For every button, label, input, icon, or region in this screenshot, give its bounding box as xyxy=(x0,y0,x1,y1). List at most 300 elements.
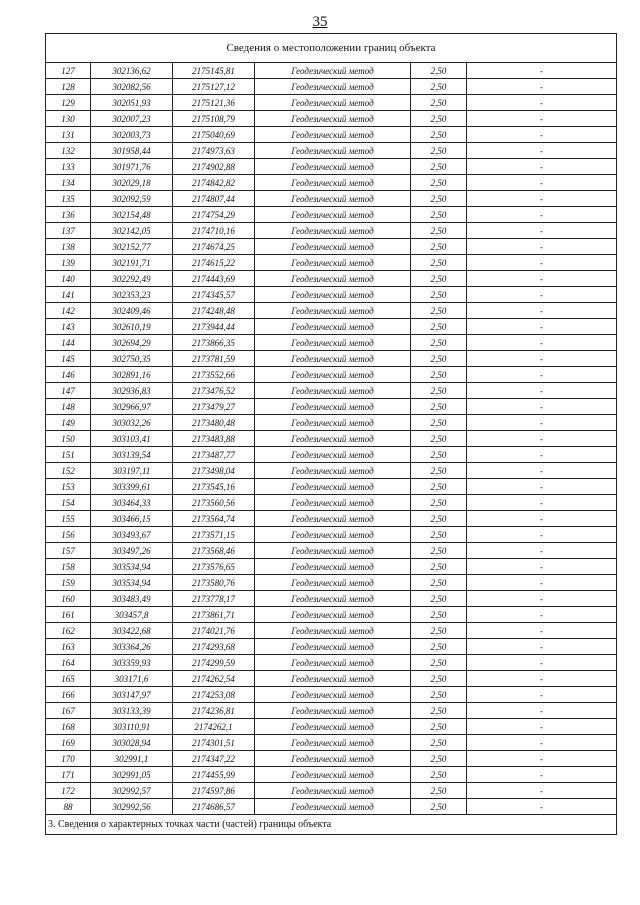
table-row xyxy=(46,751,617,767)
table-row xyxy=(46,575,617,591)
y-coordinate-cell: 2174455,99 xyxy=(173,767,255,783)
description-cell: - xyxy=(467,783,617,799)
x-coordinate-cell: 302142,05 xyxy=(91,223,173,239)
description-cell: - xyxy=(467,671,617,687)
description-cell: - xyxy=(467,575,617,591)
x-coordinate-cell: 302966,97 xyxy=(91,399,173,415)
y-coordinate-cell: 2175121,36 xyxy=(173,95,255,111)
y-coordinate-cell: 2174597,86 xyxy=(173,783,255,799)
accuracy-cell: 2,50 xyxy=(411,127,467,143)
accuracy-cell: 2,50 xyxy=(411,767,467,783)
method-cell: Геодезический метод xyxy=(255,95,411,111)
x-coordinate-cell: 302082,56 xyxy=(91,79,173,95)
y-coordinate-cell: 2173483,88 xyxy=(173,431,255,447)
accuracy-cell: 2,50 xyxy=(411,495,467,511)
y-coordinate-cell: 2174347,22 xyxy=(173,751,255,767)
method-cell: Геодезический метод xyxy=(255,639,411,655)
accuracy-cell: 2,50 xyxy=(411,623,467,639)
table-row xyxy=(46,735,617,751)
x-coordinate-cell: 302003,73 xyxy=(91,127,173,143)
table-row xyxy=(46,591,617,607)
accuracy-cell: 2,50 xyxy=(411,559,467,575)
point-number-cell: 138 xyxy=(46,239,91,255)
point-number-cell: 134 xyxy=(46,175,91,191)
accuracy-cell: 2,50 xyxy=(411,447,467,463)
table-row xyxy=(46,479,617,495)
y-coordinate-cell: 2173479,27 xyxy=(173,399,255,415)
x-coordinate-cell: 303110,91 xyxy=(91,719,173,735)
y-coordinate-cell: 2173568,46 xyxy=(173,543,255,559)
y-coordinate-cell: 2174674,25 xyxy=(173,239,255,255)
method-cell: Геодезический метод xyxy=(255,543,411,559)
method-cell: Геодезический метод xyxy=(255,271,411,287)
table-title-row xyxy=(46,34,617,63)
table-row xyxy=(46,719,617,735)
description-cell: - xyxy=(467,607,617,623)
x-coordinate-cell: 302136,62 xyxy=(91,63,173,79)
method-cell: Геодезический метод xyxy=(255,703,411,719)
accuracy-cell: 2,50 xyxy=(411,239,467,255)
description-cell: - xyxy=(467,159,617,175)
description-cell: - xyxy=(467,655,617,671)
description-cell: - xyxy=(467,495,617,511)
point-number-cell: 137 xyxy=(46,223,91,239)
accuracy-cell: 2,50 xyxy=(411,223,467,239)
accuracy-cell: 2,50 xyxy=(411,287,467,303)
table-row xyxy=(46,111,617,127)
table-row xyxy=(46,463,617,479)
x-coordinate-cell: 303457,8 xyxy=(91,607,173,623)
table-row xyxy=(46,607,617,623)
table-row xyxy=(46,495,617,511)
x-coordinate-cell: 303534,94 xyxy=(91,575,173,591)
point-number-cell: 142 xyxy=(46,303,91,319)
table-row xyxy=(46,175,617,191)
x-coordinate-cell: 303197,11 xyxy=(91,463,173,479)
table-row xyxy=(46,303,617,319)
description-cell: - xyxy=(467,559,617,575)
table-row xyxy=(46,127,617,143)
method-cell: Геодезический метод xyxy=(255,79,411,95)
y-coordinate-cell: 2173944,44 xyxy=(173,319,255,335)
y-coordinate-cell: 2174710,16 xyxy=(173,223,255,239)
description-cell: - xyxy=(467,399,617,415)
x-coordinate-cell: 303497,26 xyxy=(91,543,173,559)
description-cell: - xyxy=(467,719,617,735)
point-number-cell: 133 xyxy=(46,159,91,175)
y-coordinate-cell: 2175108,79 xyxy=(173,111,255,127)
method-cell: Геодезический метод xyxy=(255,495,411,511)
section-footer-row xyxy=(46,815,617,835)
description-cell: - xyxy=(467,431,617,447)
x-coordinate-cell: 303103,41 xyxy=(91,431,173,447)
table-row xyxy=(46,783,617,799)
description-cell: - xyxy=(467,591,617,607)
x-coordinate-cell: 302152,77 xyxy=(91,239,173,255)
table-row xyxy=(46,671,617,687)
accuracy-cell: 2,50 xyxy=(411,303,467,319)
accuracy-cell: 2,50 xyxy=(411,463,467,479)
description-cell: - xyxy=(467,623,617,639)
x-coordinate-cell: 303133,39 xyxy=(91,703,173,719)
point-number-cell: 171 xyxy=(46,767,91,783)
table-title: Сведения о местоположении границ объекта xyxy=(46,34,617,63)
method-cell: Геодезический метод xyxy=(255,735,411,751)
accuracy-cell: 2,50 xyxy=(411,351,467,367)
description-cell: - xyxy=(467,319,617,335)
table-row xyxy=(46,351,617,367)
point-number-cell: 152 xyxy=(46,463,91,479)
y-coordinate-cell: 2173571,15 xyxy=(173,527,255,543)
point-number-cell: 162 xyxy=(46,623,91,639)
accuracy-cell: 2,50 xyxy=(411,591,467,607)
description-cell: - xyxy=(467,511,617,527)
table-row xyxy=(46,191,617,207)
x-coordinate-cell: 302891,16 xyxy=(91,367,173,383)
y-coordinate-cell: 2174236,81 xyxy=(173,703,255,719)
description-cell: - xyxy=(467,463,617,479)
y-coordinate-cell: 2174262,54 xyxy=(173,671,255,687)
table-row xyxy=(46,79,617,95)
method-cell: Геодезический метод xyxy=(255,447,411,463)
y-coordinate-cell: 2173476,52 xyxy=(173,383,255,399)
accuracy-cell: 2,50 xyxy=(411,95,467,111)
y-coordinate-cell: 2173545,16 xyxy=(173,479,255,495)
table-row xyxy=(46,687,617,703)
point-number-cell: 132 xyxy=(46,143,91,159)
x-coordinate-cell: 302936,83 xyxy=(91,383,173,399)
description-cell: - xyxy=(467,767,617,783)
accuracy-cell: 2,50 xyxy=(411,719,467,735)
point-number-cell: 150 xyxy=(46,431,91,447)
section-heading: 3. Сведения о характерных точках части (частей) границы объекта xyxy=(46,815,617,835)
point-number-cell: 163 xyxy=(46,639,91,655)
y-coordinate-cell: 2174807,44 xyxy=(173,191,255,207)
method-cell: Геодезический метод xyxy=(255,415,411,431)
table-row xyxy=(46,159,617,175)
x-coordinate-cell: 303534,94 xyxy=(91,559,173,575)
accuracy-cell: 2,50 xyxy=(411,383,467,399)
method-cell: Геодезический метод xyxy=(255,559,411,575)
y-coordinate-cell: 2173580,76 xyxy=(173,575,255,591)
description-cell: - xyxy=(467,383,617,399)
accuracy-cell: 2,50 xyxy=(411,207,467,223)
point-number-cell: 151 xyxy=(46,447,91,463)
boundary-points-table xyxy=(45,33,617,835)
accuracy-cell: 2,50 xyxy=(411,687,467,703)
point-number-cell: 88 xyxy=(46,799,91,815)
accuracy-cell: 2,50 xyxy=(411,255,467,271)
method-cell: Геодезический метод xyxy=(255,303,411,319)
table-row xyxy=(46,287,617,303)
y-coordinate-cell: 2174754,29 xyxy=(173,207,255,223)
table-row xyxy=(46,239,617,255)
method-cell: Геодезический метод xyxy=(255,463,411,479)
table-row xyxy=(46,431,617,447)
method-cell: Геодезический метод xyxy=(255,399,411,415)
accuracy-cell: 2,50 xyxy=(411,703,467,719)
description-cell: - xyxy=(467,639,617,655)
accuracy-cell: 2,50 xyxy=(411,543,467,559)
accuracy-cell: 2,50 xyxy=(411,527,467,543)
accuracy-cell: 2,50 xyxy=(411,751,467,767)
point-number-cell: 131 xyxy=(46,127,91,143)
table-row xyxy=(46,559,617,575)
y-coordinate-cell: 2174262,1 xyxy=(173,719,255,735)
table-row xyxy=(46,223,617,239)
method-cell: Геодезический метод xyxy=(255,671,411,687)
y-coordinate-cell: 2173781,59 xyxy=(173,351,255,367)
accuracy-cell: 2,50 xyxy=(411,79,467,95)
point-number-cell: 136 xyxy=(46,207,91,223)
accuracy-cell: 2,50 xyxy=(411,191,467,207)
accuracy-cell: 2,50 xyxy=(411,639,467,655)
table-row xyxy=(46,623,617,639)
x-coordinate-cell: 303422,68 xyxy=(91,623,173,639)
method-cell: Геодезический метод xyxy=(255,159,411,175)
description-cell: - xyxy=(467,799,617,815)
method-cell: Геодезический метод xyxy=(255,351,411,367)
description-cell: - xyxy=(467,287,617,303)
accuracy-cell: 2,50 xyxy=(411,783,467,799)
point-number-cell: 128 xyxy=(46,79,91,95)
point-number-cell: 154 xyxy=(46,495,91,511)
y-coordinate-cell: 2175040,69 xyxy=(173,127,255,143)
table-row xyxy=(46,703,617,719)
x-coordinate-cell: 303493,67 xyxy=(91,527,173,543)
method-cell: Геодезический метод xyxy=(255,255,411,271)
table-row xyxy=(46,335,617,351)
x-coordinate-cell: 302007,23 xyxy=(91,111,173,127)
x-coordinate-cell: 303466,15 xyxy=(91,511,173,527)
point-number-cell: 130 xyxy=(46,111,91,127)
table-row xyxy=(46,415,617,431)
accuracy-cell: 2,50 xyxy=(411,399,467,415)
point-number-cell: 157 xyxy=(46,543,91,559)
x-coordinate-cell: 303139,54 xyxy=(91,447,173,463)
description-cell: - xyxy=(467,127,617,143)
method-cell: Геодезический метод xyxy=(255,527,411,543)
description-cell: - xyxy=(467,447,617,463)
x-coordinate-cell: 302409,46 xyxy=(91,303,173,319)
method-cell: Геодезический метод xyxy=(255,239,411,255)
description-cell: - xyxy=(467,271,617,287)
description-cell: - xyxy=(467,63,617,79)
x-coordinate-cell: 302750,35 xyxy=(91,351,173,367)
description-cell: - xyxy=(467,143,617,159)
point-number-cell: 156 xyxy=(46,527,91,543)
accuracy-cell: 2,50 xyxy=(411,415,467,431)
method-cell: Геодезический метод xyxy=(255,175,411,191)
accuracy-cell: 2,50 xyxy=(411,735,467,751)
x-coordinate-cell: 302292,49 xyxy=(91,271,173,287)
table-row xyxy=(46,527,617,543)
y-coordinate-cell: 2174973,63 xyxy=(173,143,255,159)
y-coordinate-cell: 2174253,08 xyxy=(173,687,255,703)
method-cell: Геодезический метод xyxy=(255,431,411,447)
accuracy-cell: 2,50 xyxy=(411,271,467,287)
point-number-cell: 155 xyxy=(46,511,91,527)
description-cell: - xyxy=(467,175,617,191)
y-coordinate-cell: 2173564,74 xyxy=(173,511,255,527)
x-coordinate-cell: 302191,71 xyxy=(91,255,173,271)
description-cell: - xyxy=(467,703,617,719)
x-coordinate-cell: 303464,33 xyxy=(91,495,173,511)
point-number-cell: 164 xyxy=(46,655,91,671)
y-coordinate-cell: 2175127,12 xyxy=(173,79,255,95)
table-row xyxy=(46,655,617,671)
method-cell: Геодезический метод xyxy=(255,479,411,495)
description-cell: - xyxy=(467,527,617,543)
table-row xyxy=(46,271,617,287)
x-coordinate-cell: 302610,19 xyxy=(91,319,173,335)
description-cell: - xyxy=(467,335,617,351)
y-coordinate-cell: 2174021,76 xyxy=(173,623,255,639)
accuracy-cell: 2,50 xyxy=(411,431,467,447)
table-row xyxy=(46,319,617,335)
accuracy-cell: 2,50 xyxy=(411,63,467,79)
description-cell: - xyxy=(467,223,617,239)
accuracy-cell: 2,50 xyxy=(411,367,467,383)
point-number-cell: 172 xyxy=(46,783,91,799)
method-cell: Геодезический метод xyxy=(255,207,411,223)
x-coordinate-cell: 302992,56 xyxy=(91,799,173,815)
table-row xyxy=(46,63,617,79)
point-number-cell: 127 xyxy=(46,63,91,79)
point-number-cell: 159 xyxy=(46,575,91,591)
point-number-cell: 167 xyxy=(46,703,91,719)
point-number-cell: 144 xyxy=(46,335,91,351)
table-row xyxy=(46,399,617,415)
method-cell: Геодезический метод xyxy=(255,63,411,79)
point-number-cell: 158 xyxy=(46,559,91,575)
x-coordinate-cell: 303032,26 xyxy=(91,415,173,431)
method-cell: Геодезический метод xyxy=(255,655,411,671)
x-coordinate-cell: 303028,94 xyxy=(91,735,173,751)
y-coordinate-cell: 2174301,51 xyxy=(173,735,255,751)
y-coordinate-cell: 2173498,04 xyxy=(173,463,255,479)
x-coordinate-cell: 303364,26 xyxy=(91,639,173,655)
table-row xyxy=(46,639,617,655)
table-row xyxy=(46,799,617,815)
x-coordinate-cell: 303359,93 xyxy=(91,655,173,671)
y-coordinate-cell: 2173866,35 xyxy=(173,335,255,351)
table-row xyxy=(46,447,617,463)
x-coordinate-cell: 301971,76 xyxy=(91,159,173,175)
method-cell: Геодезический метод xyxy=(255,783,411,799)
point-number-cell: 168 xyxy=(46,719,91,735)
point-number-cell: 169 xyxy=(46,735,91,751)
description-cell: - xyxy=(467,687,617,703)
method-cell: Геодезический метод xyxy=(255,191,411,207)
table-row xyxy=(46,255,617,271)
x-coordinate-cell: 303147,97 xyxy=(91,687,173,703)
table-row xyxy=(46,367,617,383)
page-number: 35 xyxy=(312,14,328,30)
method-cell: Геодезический метод xyxy=(255,319,411,335)
method-cell: Геодезический метод xyxy=(255,751,411,767)
table-row xyxy=(46,767,617,783)
accuracy-cell: 2,50 xyxy=(411,575,467,591)
point-number-cell: 146 xyxy=(46,367,91,383)
method-cell: Геодезический метод xyxy=(255,719,411,735)
x-coordinate-cell: 302694,29 xyxy=(91,335,173,351)
x-coordinate-cell: 301958,44 xyxy=(91,143,173,159)
y-coordinate-cell: 2175145,81 xyxy=(173,63,255,79)
point-number-cell: 161 xyxy=(46,607,91,623)
method-cell: Геодезический метод xyxy=(255,223,411,239)
point-number-cell: 148 xyxy=(46,399,91,415)
accuracy-cell: 2,50 xyxy=(411,143,467,159)
x-coordinate-cell: 302029,18 xyxy=(91,175,173,191)
y-coordinate-cell: 2174293,68 xyxy=(173,639,255,655)
point-number-cell: 147 xyxy=(46,383,91,399)
accuracy-cell: 2,50 xyxy=(411,607,467,623)
point-number-cell: 165 xyxy=(46,671,91,687)
description-cell: - xyxy=(467,239,617,255)
description-cell: - xyxy=(467,351,617,367)
method-cell: Геодезический метод xyxy=(255,799,411,815)
y-coordinate-cell: 2174345,57 xyxy=(173,287,255,303)
accuracy-cell: 2,50 xyxy=(411,671,467,687)
accuracy-cell: 2,50 xyxy=(411,111,467,127)
y-coordinate-cell: 2173576,65 xyxy=(173,559,255,575)
point-number-cell: 143 xyxy=(46,319,91,335)
method-cell: Геодезический метод xyxy=(255,367,411,383)
description-cell: - xyxy=(467,415,617,431)
y-coordinate-cell: 2174842,82 xyxy=(173,175,255,191)
point-number-cell: 145 xyxy=(46,351,91,367)
accuracy-cell: 2,50 xyxy=(411,511,467,527)
x-coordinate-cell: 302353,23 xyxy=(91,287,173,303)
x-coordinate-cell: 302991,1 xyxy=(91,751,173,767)
method-cell: Геодезический метод xyxy=(255,607,411,623)
description-cell: - xyxy=(467,367,617,383)
method-cell: Геодезический метод xyxy=(255,287,411,303)
accuracy-cell: 2,50 xyxy=(411,335,467,351)
description-cell: - xyxy=(467,543,617,559)
point-number-cell: 166 xyxy=(46,687,91,703)
y-coordinate-cell: 2174615,22 xyxy=(173,255,255,271)
method-cell: Геодезический метод xyxy=(255,575,411,591)
accuracy-cell: 2,50 xyxy=(411,319,467,335)
accuracy-cell: 2,50 xyxy=(411,655,467,671)
point-number-cell: 170 xyxy=(46,751,91,767)
point-number-cell: 139 xyxy=(46,255,91,271)
accuracy-cell: 2,50 xyxy=(411,159,467,175)
method-cell: Геодезический метод xyxy=(255,111,411,127)
y-coordinate-cell: 2174902,88 xyxy=(173,159,255,175)
x-coordinate-cell: 302051,93 xyxy=(91,95,173,111)
y-coordinate-cell: 2173560,56 xyxy=(173,495,255,511)
description-cell: - xyxy=(467,735,617,751)
y-coordinate-cell: 2173487,77 xyxy=(173,447,255,463)
table-row xyxy=(46,95,617,111)
table-row xyxy=(46,207,617,223)
y-coordinate-cell: 2174299,59 xyxy=(173,655,255,671)
description-cell: - xyxy=(467,191,617,207)
y-coordinate-cell: 2174443,69 xyxy=(173,271,255,287)
x-coordinate-cell: 302154,48 xyxy=(91,207,173,223)
point-number-cell: 153 xyxy=(46,479,91,495)
accuracy-cell: 2,50 xyxy=(411,175,467,191)
description-cell: - xyxy=(467,303,617,319)
y-coordinate-cell: 2174248,48 xyxy=(173,303,255,319)
description-cell: - xyxy=(467,111,617,127)
accuracy-cell: 2,50 xyxy=(411,479,467,495)
description-cell: - xyxy=(467,479,617,495)
point-number-cell: 149 xyxy=(46,415,91,431)
